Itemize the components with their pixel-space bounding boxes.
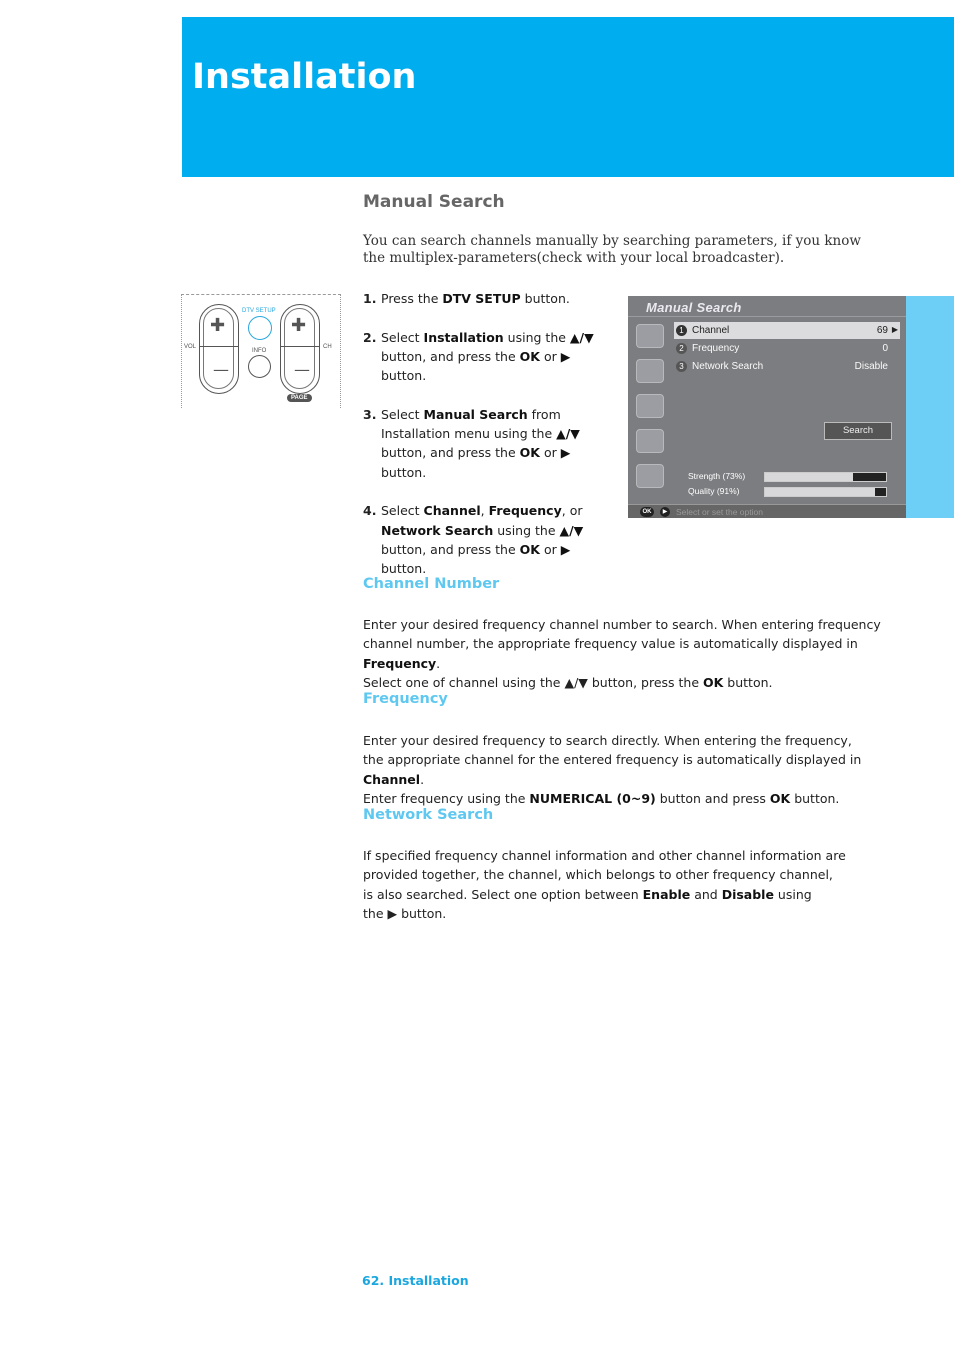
step-number: 1. [363,291,377,306]
section-title: Manual Search [363,192,505,212]
gears-icon [636,394,664,418]
text-line: channel number, the appropriate frequency value is automatically displayed in Frequency. [363,636,858,671]
screen-title: Manual Search [646,300,742,315]
network-search-text [363,846,923,923]
text-line: provided together, the channel, which belongs to other frequency channel, [363,867,833,883]
text-line: the appropriate channel for the entered frequency is automatically displayed in Channel. [363,752,862,787]
page-button: PAGE [287,394,312,402]
ch-rocker [280,304,320,394]
row-label: Frequency [692,343,740,354]
vol-label: VOL [184,344,197,350]
frequency-text [363,731,923,808]
page-title: Installation [192,57,417,97]
row-number: 1 [676,325,687,336]
text-line: Select one of channel using the ▲/▼ button, press the OK button. [363,674,773,690]
network-search-heading: Network Search [363,807,494,823]
side-accent [905,296,954,518]
hint-text: Select or set the option [676,507,763,517]
minus-icon: — [294,360,310,379]
menu-icons [636,324,666,499]
page-footer: 62. Installation [362,1273,469,1288]
step-4: 4. Select Channel, Frequency, or Network Search using the ▲/▼ button, and press the OK or ▶ button. [363,503,584,577]
strength-label: Strength (73%) [688,471,746,481]
quality-fill [765,488,875,496]
plus-icon: ✚ [210,315,226,336]
ok-icon: OK [640,507,654,517]
row-label: Network Search [692,361,764,372]
steps-list [363,289,603,598]
ch-label: CH [323,344,332,350]
channel-number-heading: Channel Number [363,576,500,592]
row-number: 3 [676,361,687,372]
strength-bar [764,472,887,482]
dtv-setup-label: DTV SETUP [242,308,276,314]
text-line: Enter frequency using the NUMERICAL (0~9) button and press OK button. [363,790,840,806]
vol-rocker [199,304,239,394]
manual-search-screen [628,296,906,518]
row-value: 0 [882,343,888,354]
text-line: If specified frequency channel information and other channel information are [363,848,846,863]
step-1: 1. Press the DTV SETUP button. [363,289,603,308]
plus-icon: ✚ [291,315,307,336]
quality-label: Quality (91%) [688,486,740,496]
info-label: INFO [252,348,267,354]
header-banner [182,17,954,177]
row-label: Channel [692,325,730,336]
dtv-setup-button [248,316,272,340]
step-number: 3. [363,406,377,422]
setup-icon [636,324,664,348]
right-arrow-icon: ▶ [891,325,898,334]
step-number: 4. [363,503,377,519]
info-button [248,355,271,378]
quality-bar [764,487,887,497]
installation-icon [636,429,664,453]
frequency-heading: Frequency [363,691,448,707]
gift-icon [636,359,664,383]
step-2: 2. Select Installation using the ▲/▼ button, and press the OK or ▶ button. [363,329,594,384]
text-line: is also searched. Select one option between Enable and Disable using [363,886,812,902]
strength-fill [765,473,853,481]
text-line: the ▶ button. [363,905,447,921]
globe-icon [636,464,664,488]
row-network-search [674,358,900,375]
row-number: 2 [676,343,687,354]
text-line: Enter your desired frequency channel number to search. When entering frequency [363,617,881,632]
channel-number-text [363,615,923,692]
step-3: 3. Select Manual Search from Installation menu using the ▲/▼ button, and press the OK or ▶ button. [363,406,580,480]
row-frequency [674,340,900,357]
text-line: Enter your desired frequency to search directly. When entering the frequency, [363,733,852,748]
row-value: 69 [876,325,888,336]
hint-bar [628,504,906,518]
right-arrow-icon: ▶ [660,507,670,517]
intro-paragraph: You can search channels manually by searching parameters, if you know the multiplex-parameters(check with your local broadcaster). [363,233,861,266]
minus-icon: — [213,360,229,379]
remote-control-illustration [181,294,341,409]
search-button: Search [824,422,892,440]
row-value: Disable [854,361,888,372]
row-channel [674,322,900,339]
step-number: 2. [363,329,377,345]
